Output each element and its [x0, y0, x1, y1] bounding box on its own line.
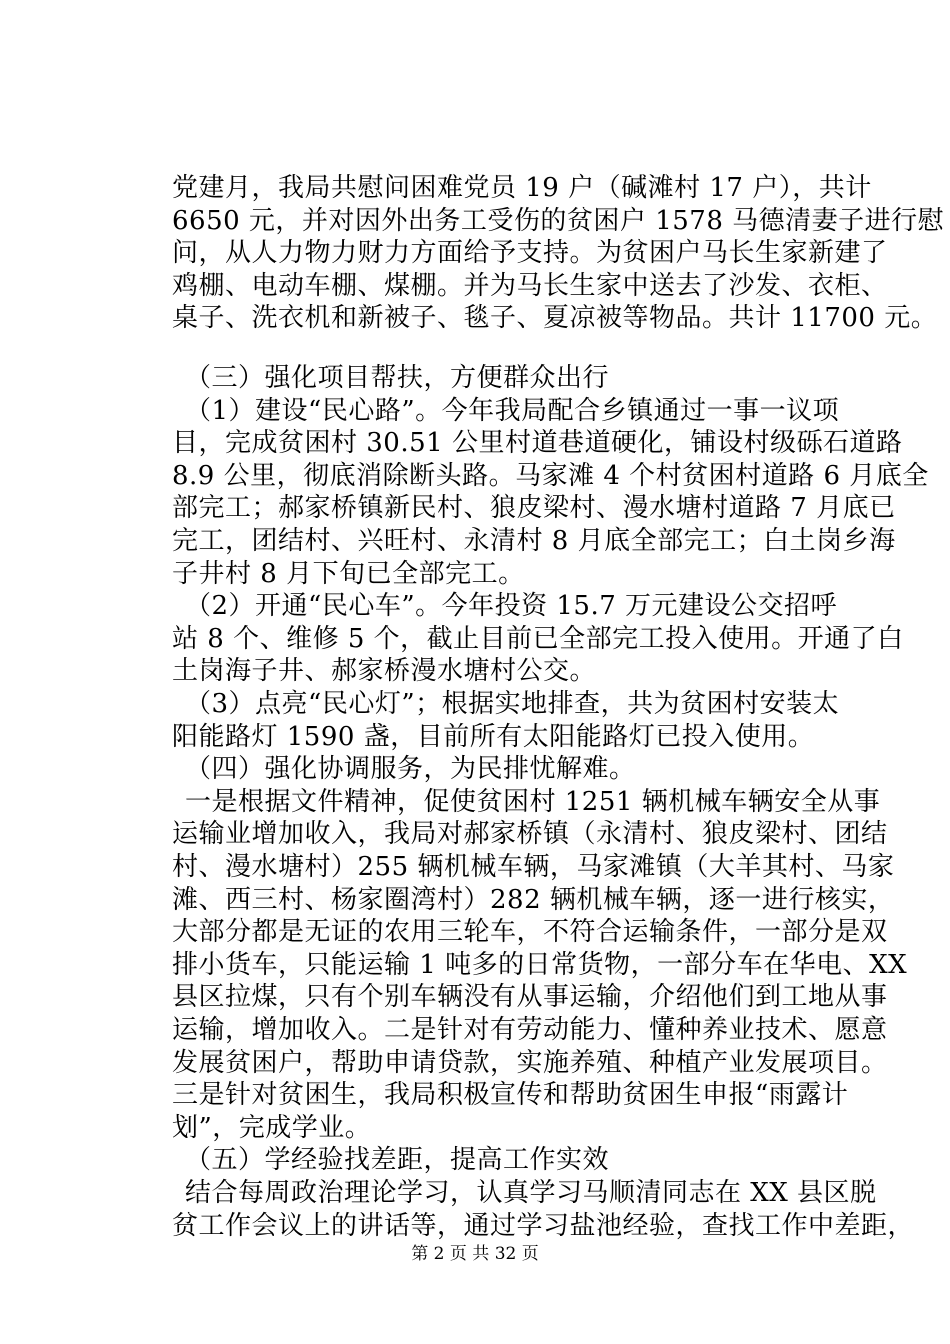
text-line: 6650 元，并对因外出务工受伤的贫困户 1578 马德清妻子进行慰 — [172, 205, 945, 236]
text-line: 三是针对贫困生，我局积极宣传和帮助贫困生申报“雨露计 — [172, 1080, 849, 1111]
text-line: 部完工；郝家桥镇新民村、狼皮梁村、漫水塘村道路 7 月底已 — [172, 493, 896, 524]
text-line: 排小货车，只能运输 1 吨多的日常货物，一部分车在华电、XX — [172, 949, 908, 980]
text-line: 村、漫水塘村）255 辆机械车辆，马家滩镇（大羊其村、马家 — [172, 852, 895, 882]
text-line: 发展贫困户，帮助申请贷款，实施养殖、种植产业发展项目。 — [172, 1047, 888, 1078]
text-line: 县区拉煤，只有个别车辆没有从事运输，介绍他们到工地从事 — [172, 982, 888, 1013]
text-line: 子井村 8 月下旬已全部完工。 — [172, 558, 525, 589]
text-line: 贫工作会议上的讲话等，通过学习盐池经验，查找工作中差距， — [172, 1210, 915, 1241]
text-line: （2）开通“民心车”。今年投资 15.7 万元建设公交招呼 — [185, 591, 838, 622]
text-line: 大部分都是无证的农用三轮车，不符合运输条件，一部分是双 — [172, 917, 888, 948]
text-line: 滩、西三村、杨家圈湾村）282 辆机械车辆，逐一进行核实， — [172, 884, 895, 915]
text-line: 划”，完成学业。 — [172, 1112, 372, 1143]
text-line: 完工，团结村、兴旺村、永清村 8 月底全部完工；白土岗乡海 — [172, 526, 896, 556]
text-line: 桌子、洗衣机和新被子、毯子、夏凉被等物品。共计 11700 元。 — [172, 303, 938, 334]
text-line: （3）点亮“民心灯”；根据实地排查，共为贫困村安装太 — [185, 689, 840, 719]
text-line: 土岗海子井、郝家桥漫水塘村公交。 — [172, 656, 597, 687]
page-number: 第 2 页 共 32 页 — [411, 1244, 539, 1264]
text-line: 阳能路灯 1590 盏，目前所有太阳能路灯已投入使用。 — [172, 721, 815, 752]
text-line: 党建月，我局共慰问困难党员 19 户（碱滩村 17 户），共计 — [172, 173, 872, 203]
text-line: 目，完成贫困村 30.51 公里村道巷道硬化，铺设村级砾石道路 — [172, 428, 903, 459]
section-heading: （四）强化协调服务，为民排忧解难。 — [185, 754, 636, 785]
text-line: 结合每周政治理论学习，认真学习马顺清同志在 XX 县区脱 — [185, 1178, 877, 1208]
text-line: 站 8 个、维修 5 个，截止目前已全部完工投入使用。开通了白 — [172, 623, 904, 654]
text-line: （1）建设“民心路”。今年我局配合乡镇通过一事一议项 — [185, 395, 840, 426]
text-line: 8.9 公里，彻底消除断头路。马家滩 4 个村贫困村道路 6 月底全 — [172, 460, 929, 491]
text-line: 运输业增加收入，我局对郝家桥镇（永清村、狼皮梁村、团结 — [172, 819, 888, 850]
text-line: 鸡棚、电动车棚、煤棚。并为马长生家中送去了沙发、衣柜、 — [172, 270, 888, 301]
section-heading: （五）学经验找差距，提高工作实效 — [185, 1145, 610, 1176]
section-heading: （三）强化项目帮扶，方便群众出行 — [185, 363, 610, 393]
text-line: 问，从人力物力财力方面给予支持。为贫困户马长生家新建了 — [172, 238, 888, 269]
text-line: 一是根据文件精神，促使贫困村 1251 辆机械车辆安全从事 — [185, 786, 881, 817]
text-line: 运输，增加收入。二是针对有劳动能力、懂种养业技术、愿意 — [172, 1015, 888, 1045]
